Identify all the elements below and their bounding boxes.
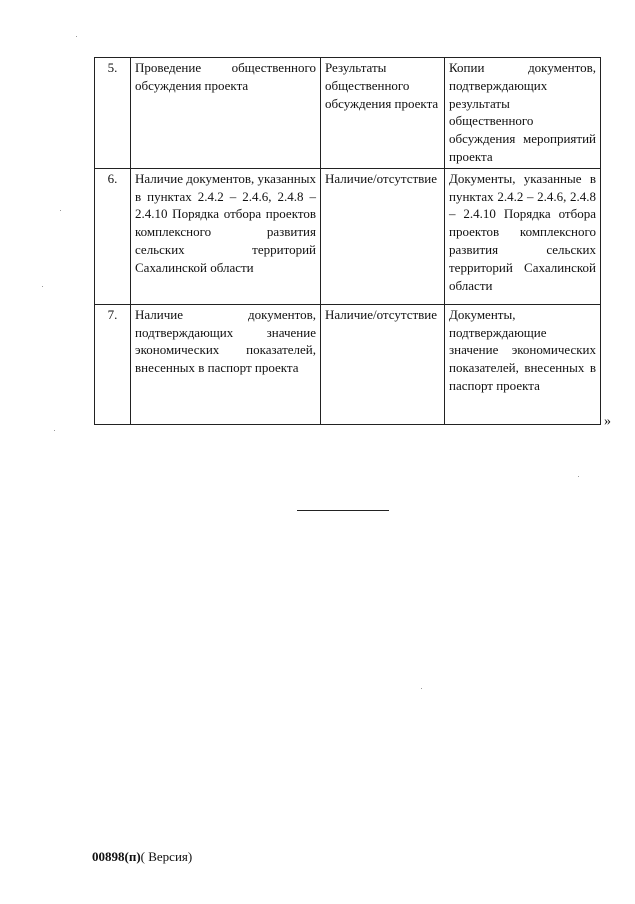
table-row (95, 168, 601, 304)
document-version: ( Версия) (140, 849, 193, 864)
value-cell: Наличие/отсутствие (321, 304, 445, 424)
scan-speck (54, 430, 55, 431)
table-row (95, 58, 601, 169)
value-cell: Результаты общественного обсуждения проекта (321, 58, 445, 169)
value-cell: Наличие/отсутствие (321, 168, 445, 304)
row-number: 6. (95, 168, 131, 304)
closing-quote: » (604, 414, 611, 429)
criterion-cell: Наличие документов, указанных в пунктах 2.4.2 – 2.4.6, 2.4.8 – 2.4.10 Порядка отбора проектов комплексного развития сельских территорий Сахалинской области (131, 168, 321, 304)
criteria-table (94, 57, 601, 425)
scan-speck (578, 476, 579, 477)
criterion-cell: Наличие документов, подтверждающих значение экономических показателей, внесенных в паспорт проекта (131, 304, 321, 424)
table-row (95, 304, 601, 424)
scan-speck (421, 688, 422, 689)
scan-speck (42, 286, 43, 287)
row-number: 5. (95, 58, 131, 169)
criterion-cell: Проведение общественного обсуждения проекта (131, 58, 321, 169)
scan-speck (76, 36, 77, 37)
documents-cell: Документы, указанные в пунктах 2.4.2 – 2.4.6, 2.4.8 – 2.4.10 Порядка отбора проектов комплексного развития сельских территорий Сахалинской области (445, 168, 601, 304)
row-number: 7. (95, 304, 131, 424)
documents-cell: Копии документов, подтверждающих результаты общественного обсуждения мероприятий проекта (445, 58, 601, 169)
footer-document-code (92, 849, 192, 865)
scan-speck (60, 210, 61, 211)
documents-cell: Документы, подтверждающие значение экономических показателей, внесенных в паспорт проекта (445, 304, 601, 424)
document-code: 00898(п) (92, 849, 141, 864)
separator-line (297, 510, 389, 511)
